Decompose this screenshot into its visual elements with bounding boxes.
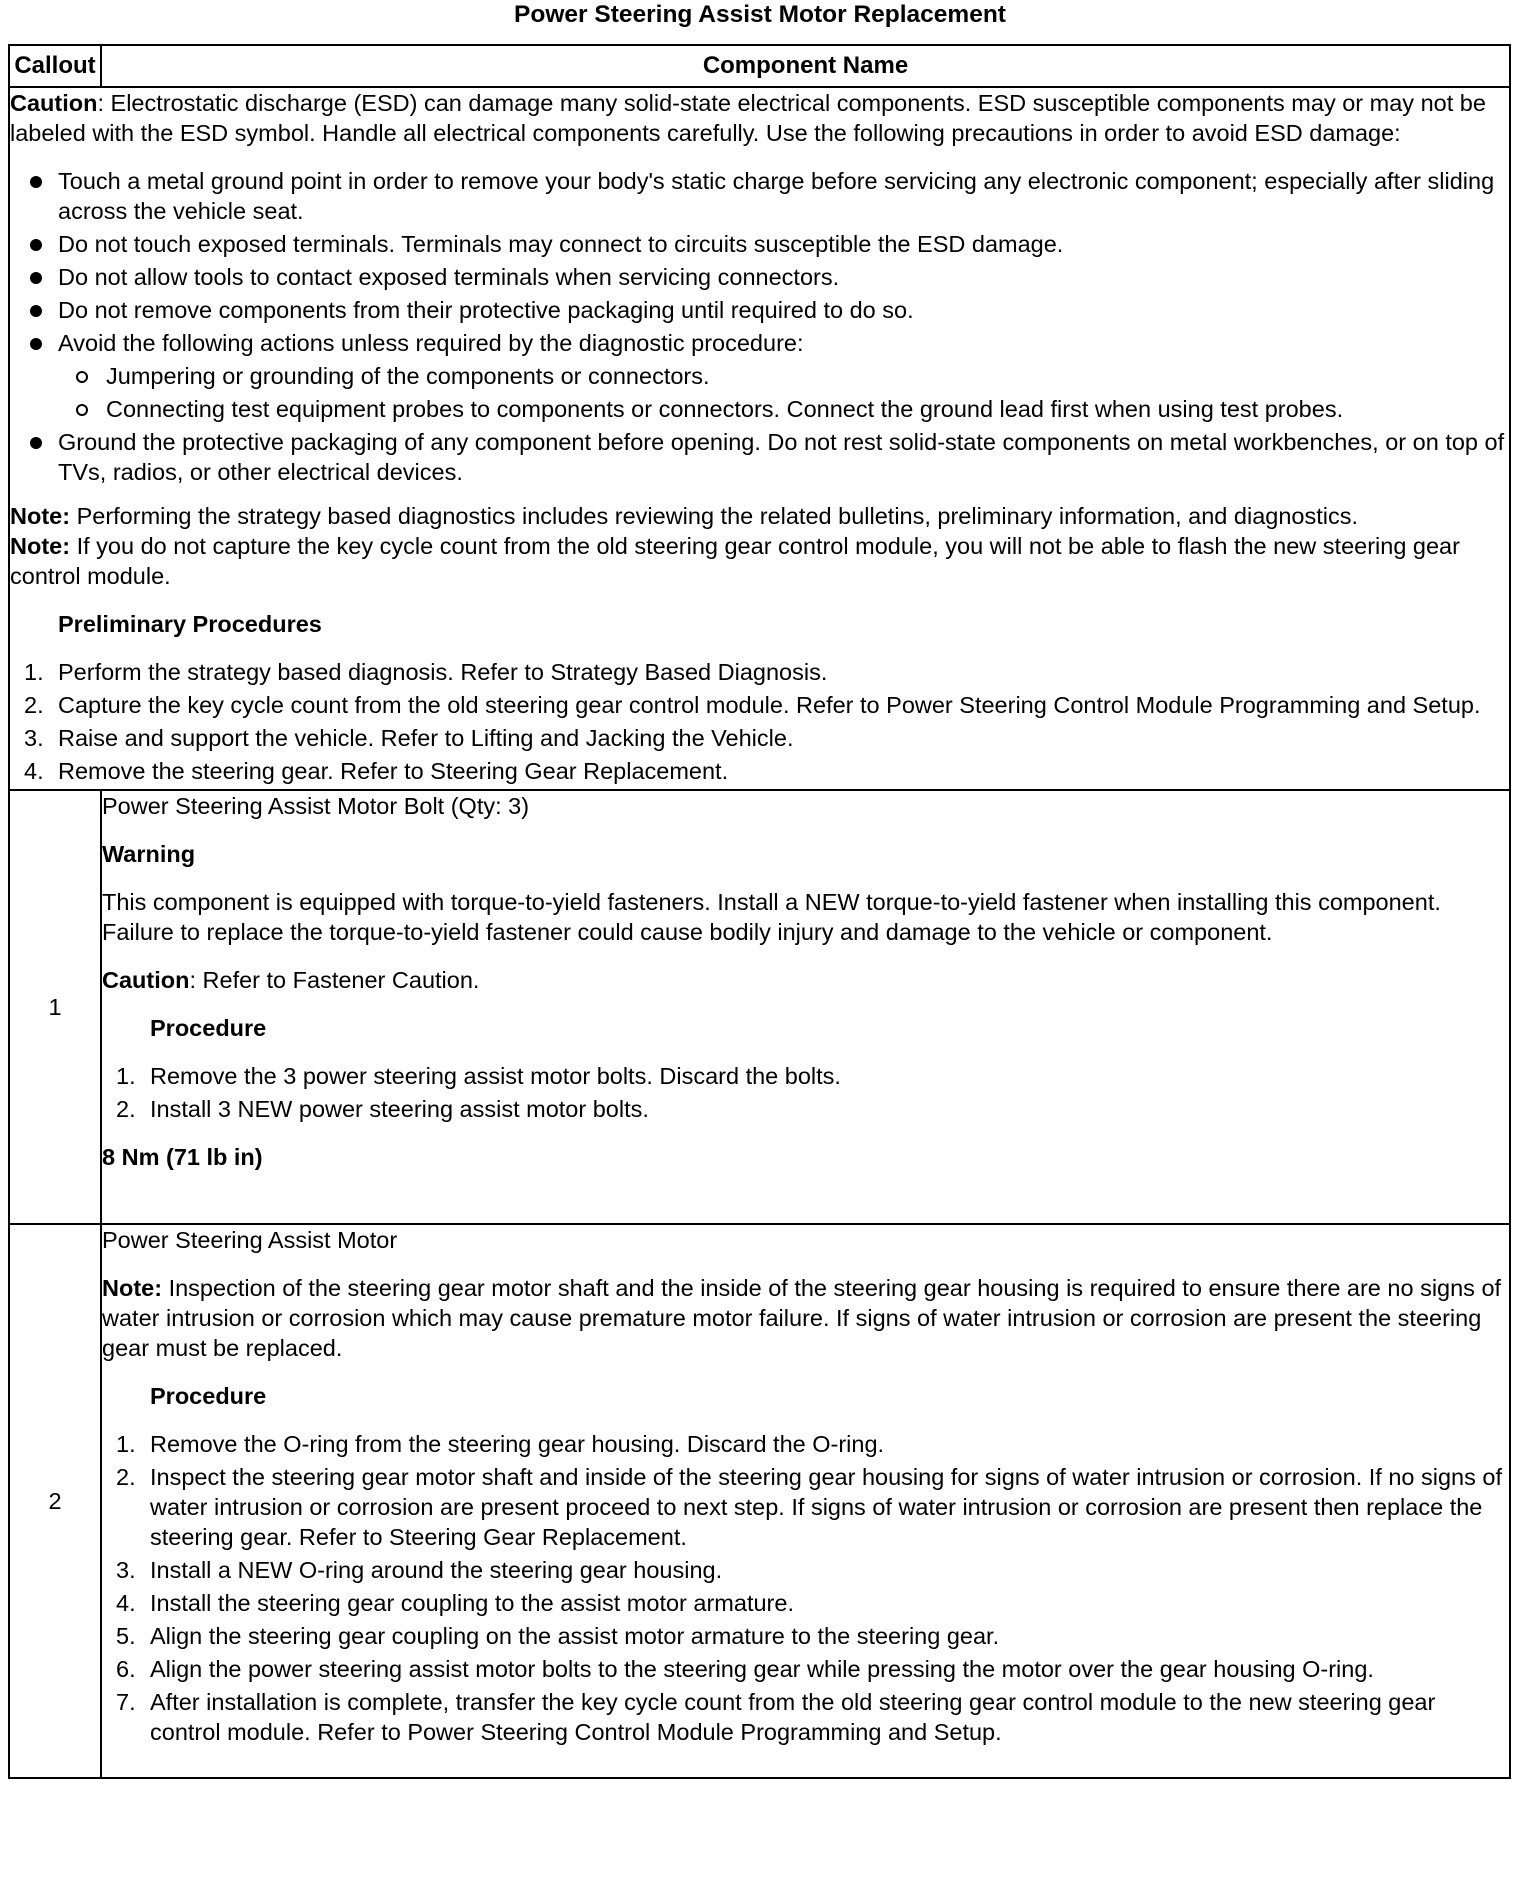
step-item — [102, 1094, 1509, 1124]
step-item — [10, 657, 1509, 687]
step-number: 1. — [116, 1063, 136, 1089]
step-number: 2. — [116, 1096, 136, 1122]
caution-label: Caution — [10, 90, 98, 116]
note-text: Performing the strategy based diagnostics includes reviewing the related bulletins, preliminary information, and diagnostics. — [70, 503, 1359, 529]
note-label: Note: — [102, 1275, 163, 1301]
step-number: 2. — [116, 1464, 136, 1490]
step-item — [10, 756, 1509, 786]
step-number: 3. — [116, 1557, 136, 1583]
step-text: Install the steering gear coupling to the assist motor armature. — [150, 1590, 794, 1616]
component-cell — [101, 790, 1510, 1224]
notes-block — [10, 501, 1509, 591]
esd-caution — [10, 88, 1509, 148]
step-text: Inspect the steering gear motor shaft and inside of the steering gear housing for signs of water intrusion or corrosion. If no signs of water intrusion or corrosion are present proceed to next step. If signs of water intrusion or corrosion are present then replace the steering gear. Refer to Steering Gear Replacement. — [150, 1464, 1502, 1550]
step-text: Remove the 3 power steering assist motor bolts. Discard the bolts. — [150, 1063, 841, 1089]
list-item: Do not touch exposed terminals. Terminals may connect to circuits susceptible the ESD damage. — [10, 229, 1509, 259]
list-item: Touch a metal ground point in order to remove your body's static charge before servicing any electronic component; especially after sliding across the vehicle seat. — [10, 166, 1509, 226]
step-number: 7. — [116, 1689, 136, 1715]
step-item — [102, 1462, 1509, 1552]
step-number: 2. — [24, 692, 44, 718]
step-item — [10, 690, 1509, 720]
table-header-row — [9, 45, 1510, 87]
warning-text: This component is equipped with torque-to-yield fasteners. Install a NEW torque-to-yield fastener when installing this component. Failure to replace the torque-to-yield fastener could cause bodily injury and damage to the vehicle or component. — [102, 889, 1441, 945]
step-text: Install a NEW O-ring around the steering gear housing. — [150, 1557, 723, 1583]
step-item — [102, 1555, 1509, 1585]
step-number: 4. — [116, 1590, 136, 1616]
step-text: Remove the steering gear. Refer to Steering Gear Replacement. — [58, 758, 729, 784]
caution-text: : Refer to Fastener Caution. — [189, 967, 480, 993]
header-component-name: Component Name — [101, 45, 1510, 87]
list-item: Do not allow tools to contact exposed terminals when servicing connectors. — [10, 262, 1509, 292]
header-callout: Callout — [9, 45, 101, 87]
intro-cell — [9, 87, 1510, 790]
procedure-table — [8, 44, 1511, 1779]
sub-list-item: Jumpering or grounding of the components or connectors. — [56, 361, 1509, 391]
step-item — [102, 1429, 1509, 1459]
procedure-heading: Procedure — [150, 1383, 267, 1409]
intro-row — [9, 87, 1510, 790]
table-row — [9, 1224, 1510, 1778]
step-item — [102, 1687, 1509, 1747]
component-name: Power Steering Assist Motor Bolt (Qty: 3) — [102, 793, 530, 819]
step-text: Align the power steering assist motor bolts to the steering gear while pressing the motor over the gear housing O-ring. — [150, 1656, 1374, 1682]
step-number: 6. — [116, 1656, 136, 1682]
fastener-caution — [102, 965, 1509, 995]
component-name: Power Steering Assist Motor — [102, 1227, 398, 1253]
step-number: 1. — [24, 659, 44, 685]
note-2 — [10, 531, 1509, 591]
step-item — [102, 1621, 1509, 1651]
step-text: Capture the key cycle count from the old steering gear control module. Refer to Power Steering Control Module Programming and Setup. — [58, 692, 1481, 718]
step-number: 5. — [116, 1623, 136, 1649]
note-label: Note: — [10, 503, 71, 529]
callout-number: 2 — [9, 1224, 101, 1778]
procedure-heading: Procedure — [150, 1015, 267, 1041]
torque-spec: 8 Nm (71 lb in) — [102, 1144, 263, 1170]
procedure-steps — [102, 1061, 1509, 1124]
preliminary-steps — [10, 657, 1509, 786]
step-text: Raise and support the vehicle. Refer to Lifting and Jacking the Vehicle. — [58, 725, 794, 751]
list-item-text: Avoid the following actions unless required by the diagnostic procedure: — [58, 330, 804, 356]
step-text: Perform the strategy based diagnosis. Refer to Strategy Based Diagnosis. — [58, 659, 828, 685]
step-item — [102, 1061, 1509, 1091]
list-item: Do not remove components from their protective packaging until required to do so. — [10, 295, 1509, 325]
esd-precautions-list — [10, 166, 1509, 487]
sub-list-item: Connecting test equipment probes to components or connectors. Connect the ground lead first when using test probes. — [56, 394, 1509, 424]
sub-list — [58, 361, 1509, 424]
component-cell — [101, 1224, 1510, 1778]
table-row — [9, 790, 1510, 1224]
step-number: 4. — [24, 758, 44, 784]
step-item — [10, 723, 1509, 753]
step-number: 3. — [24, 725, 44, 751]
preliminary-heading: Preliminary Procedures — [58, 611, 322, 637]
step-text: Align the steering gear coupling on the assist motor armature to the steering gear. — [150, 1623, 1000, 1649]
step-number: 1. — [116, 1431, 136, 1457]
warning-heading: Warning — [102, 841, 196, 867]
step-text: After installation is complete, transfer the key cycle count from the old steering gear control module to the new steering gear control module. Refer to Power Steering Control Module Programming and Setup. — [150, 1689, 1436, 1745]
callout-number: 1 — [9, 790, 101, 1224]
list-item: Ground the protective packaging of any component before opening. Do not rest solid-state components on metal workbenches, or on top of TVs, radios, or other electrical devices. — [10, 427, 1509, 487]
step-text: Install 3 NEW power steering assist motor bolts. — [150, 1096, 649, 1122]
procedure-steps — [102, 1429, 1509, 1747]
note-text: If you do not capture the key cycle count from the old steering gear control module, you will not be able to flash the new steering gear control module. — [10, 533, 1460, 589]
inspection-note — [102, 1273, 1509, 1363]
step-item — [102, 1654, 1509, 1684]
note-text: Inspection of the steering gear motor shaft and the inside of the steering gear housing is required to ensure there are no signs of water intrusion or corrosion which may cause premature motor failure. If signs of water intrusion or corrosion are present the steering gear must be replaced. — [102, 1275, 1502, 1361]
caution-label: Caution — [102, 967, 190, 993]
page-title: Power Steering Assist Motor Replacement — [514, 1, 1006, 28]
note-label: Note: — [10, 533, 71, 559]
step-item — [102, 1588, 1509, 1618]
step-text: Remove the O-ring from the steering gear housing. Discard the O-ring. — [150, 1431, 885, 1457]
caution-text: : Electrostatic discharge (ESD) can damage many solid-state electrical components. ESD susceptible components may or may not be labeled with the ESD symbol. Handle all electrical components carefully. Use the following precautions in order to avoid ESD damage: — [10, 90, 1486, 146]
list-item — [10, 328, 1509, 424]
note-1 — [10, 501, 1509, 531]
